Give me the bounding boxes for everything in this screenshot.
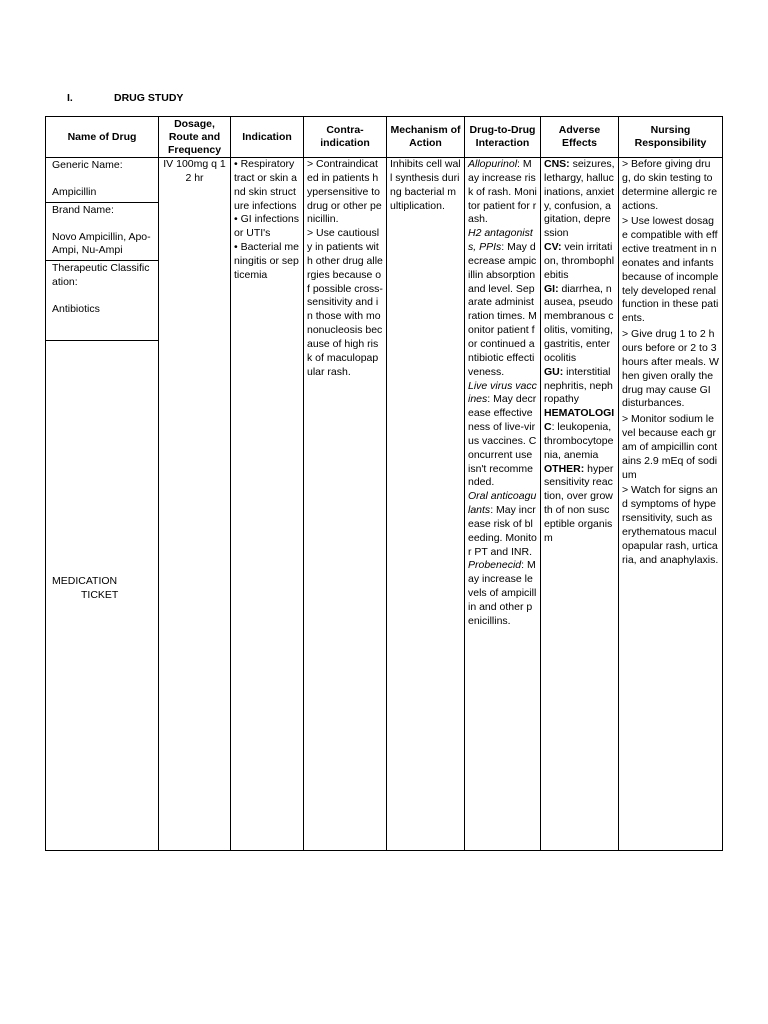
contraindication-item: > Contraindicated in patients hypersensitive to drug or other penicillin.	[307, 158, 382, 226]
indication-cell	[231, 158, 304, 851]
adverse-system: CNS:	[544, 158, 570, 170]
adverse-system: GU:	[544, 365, 564, 378]
adverse-effects-cell	[541, 158, 619, 851]
header-adverse-effects: Adverse Effects	[541, 117, 619, 158]
adverse-item	[544, 366, 615, 408]
classification-box	[46, 261, 158, 319]
generic-name-label: Generic Name:	[52, 159, 123, 171]
adverse-system: GI:	[544, 282, 559, 295]
table-row	[46, 158, 723, 851]
header-dosage: Dosage, Route and Frequency	[159, 117, 231, 158]
adverse-effects: interstitial nephritis, nephropathy	[544, 365, 613, 406]
interaction-item	[468, 559, 537, 628]
indication-item: • GI infections or UTI's	[234, 213, 299, 240]
adverse-system: OTHER:	[544, 462, 585, 475]
header-name-of-drug: Name of Drug	[46, 117, 159, 158]
brand-name-value: Novo Ampicillin, Apo-Ampi, Nu-Ampi	[52, 230, 151, 257]
classification-label: Therapeutic Classification:	[52, 262, 150, 289]
adverse-effects: seizures, lethargy, hallucinations, anxiety, confusion, agitation, depression	[544, 158, 615, 240]
interaction-effect: : May increase risk of bleeding. Monitor PT and INR.	[468, 504, 537, 558]
interaction-drug: H2 antagonists, PPIs	[468, 227, 533, 254]
adverse-item	[544, 407, 615, 462]
interaction-effect: : May increase levels of ampicillin and other penicillins.	[468, 559, 537, 627]
ticket-line-2: TICKET	[81, 589, 119, 601]
adverse-system: CV:	[544, 241, 562, 254]
adverse-effects: hypersensitivity reaction, over growth of non susceptible organism	[544, 462, 614, 544]
generic-name-box	[46, 158, 158, 203]
adverse-item	[544, 283, 615, 366]
header-indication: Indication	[231, 117, 304, 158]
nursing-item: > Before giving drug, do skin testing to determine allergic reactions.	[622, 158, 718, 212]
nursing-item: > Give drug 1 to 2 hours before or 2 to 3 hours after meals. When given orally the drug may cause GI disturbances.	[622, 328, 719, 410]
ticket-divider	[46, 340, 158, 341]
interaction-drug: Oral anticoagulants	[468, 490, 537, 517]
indication-item: • Bacterial meningitis or septicemia	[234, 241, 299, 281]
adverse-item	[544, 158, 615, 241]
interaction-item	[468, 380, 537, 491]
interaction-effect: : May increase risk of rash. Monitor patient for rash.	[468, 158, 537, 226]
page-heading	[67, 92, 183, 104]
mechanism-text: Inhibits cell wall synthesis during bacterial multiplication.	[390, 158, 461, 212]
adverse-effects: : leukopenia, thrombocytopenia, anemia	[544, 421, 614, 461]
interaction-drug: Allopurinol	[468, 158, 518, 170]
section-number: I.	[67, 92, 73, 104]
interaction-item	[468, 490, 537, 559]
contraindication-cell	[304, 158, 387, 851]
dosage-cell	[159, 158, 231, 851]
interaction-effect: : May decrease ampicillin absorption and level. Separate administration times. Monitor patient for continued antibiotic effectiveness.	[468, 241, 537, 378]
ticket-line-1: MEDICATION	[52, 575, 118, 587]
interaction-drug: Live virus vaccines	[468, 379, 537, 406]
adverse-system: HEMATOLOGIC	[544, 407, 615, 434]
section-title: DRUG STUDY	[114, 92, 184, 104]
classification-value: Antibiotics	[52, 302, 100, 315]
header-nursing-responsibility: Nursing Responsibility	[619, 117, 723, 158]
header-mechanism: Mechanism of Action	[387, 117, 465, 158]
adverse-effects: diarrhea, nausea, pseudomembranous colitis, vomiting, gastritis, enterocolitis	[544, 282, 614, 364]
drug-study-table	[45, 116, 723, 851]
adverse-item	[544, 241, 615, 283]
brand-name-label: Brand Name:	[52, 203, 114, 216]
interaction-item	[468, 227, 537, 379]
nursing-item: > Monitor sodium level because each gram of ampicillin contains 2.9 mEq of sodium	[622, 413, 718, 481]
contraindication-item: > Use cautiously in patients with other drug allergies because of possible cross-sensitivity and in those with mononucleosis because of high risk of maculopapular rash.	[307, 227, 383, 378]
header-interaction: Drug-to-Drug Interaction	[465, 117, 541, 158]
adverse-effects: vein irritation, thrombophlebitis	[544, 241, 615, 281]
dosage-text: IV 100mg q 12 hr	[163, 158, 226, 184]
nursing-item: > Use lowest dosage compatible with effective treatment in neonates and infants because of incompletely developed renal function in these patients.	[622, 215, 719, 325]
indication-item: • Respiratory tract or skin and skin structure infections	[234, 158, 298, 212]
table-header-row	[46, 117, 723, 158]
interaction-item	[468, 158, 537, 227]
name-of-drug-cell	[46, 158, 159, 851]
brand-name-box	[46, 203, 158, 262]
header-contraindication: Contra-indication	[304, 117, 387, 158]
interaction-effect: : May decrease effectiveness of live-virus vaccines. Concurrent use isn't recommended.	[468, 393, 537, 489]
adverse-item	[544, 463, 615, 546]
generic-name-value: Ampicillin	[52, 185, 97, 198]
medication-ticket	[52, 574, 118, 602]
interaction-cell	[465, 158, 541, 851]
mechanism-cell	[387, 158, 465, 851]
interaction-drug: Probenecid	[468, 559, 522, 572]
nursing-responsibility-cell	[619, 158, 723, 851]
nursing-item: > Watch for signs and symptoms of hypersensitivity, such as erythematous maculopapular rash, urticaria, and anaphylaxis.	[622, 484, 719, 566]
